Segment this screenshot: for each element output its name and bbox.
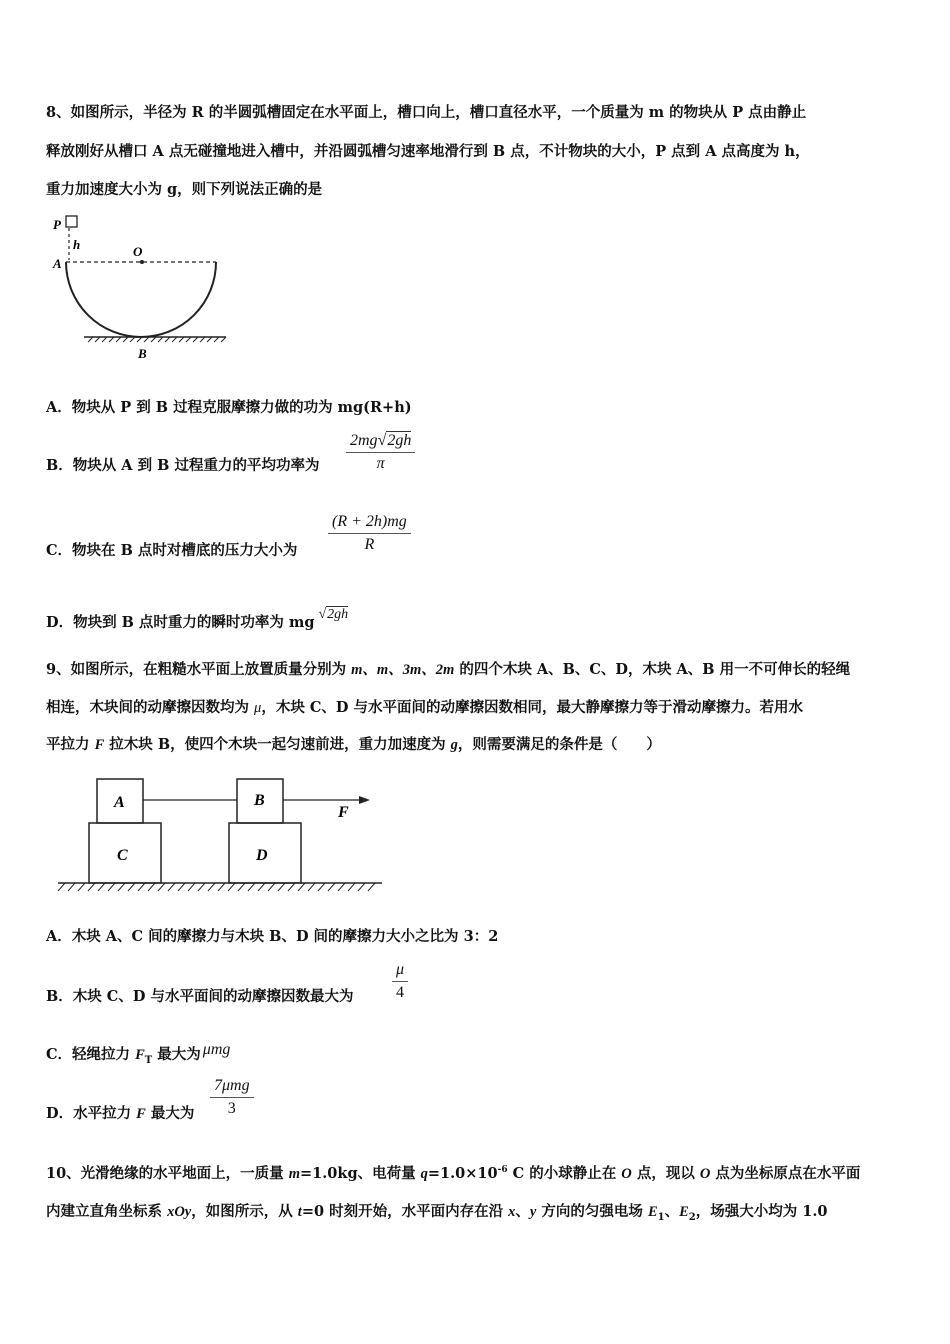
q9-line2-a: 相连，木块间的动摩擦因数均为 — [46, 699, 255, 716]
q8-line3: 重力加速度大小为 g，则下列说法正确的是 — [46, 181, 323, 198]
q10-line1-o: O — [621, 1166, 632, 1182]
q8-option-c-num: (R + 2h)mg — [328, 513, 411, 534]
q10-line1-m: m — [288, 1166, 301, 1182]
q9-option-c-sub: T — [144, 1054, 153, 1066]
q10-line1-c: =1.0×10 — [427, 1165, 498, 1182]
q10-line2-c: =0 时刻开始，水平面内存在沿 — [301, 1203, 509, 1220]
q9-option-c-expr: μmg — [202, 1041, 231, 1058]
q10-line2-a: 内建立直角坐标系 — [46, 1203, 168, 1220]
label-o: O — [133, 244, 143, 259]
q9-option-b-num: μ — [392, 961, 408, 982]
q8-option-a: A．物块从 P 到 B 过程克服摩擦力做的功为 mg(R+h) — [46, 399, 412, 416]
q8-option-b-num-root: 2gh — [387, 432, 412, 449]
q10-line1-f: 点为坐标原点在水平面 — [710, 1165, 861, 1182]
q10-line2 — [46, 1200, 912, 1223]
q9-line3-c: ，则需要满足的条件是（ ） — [457, 736, 661, 753]
q10-line2-s1: 1 — [657, 1211, 665, 1223]
q9-option-c — [46, 1043, 230, 1066]
q9-line1-masses: m、m、3m、2m — [351, 662, 455, 678]
q8-option-b: B．物块从 A 到 B 过程重力的平均功率为 — [46, 457, 320, 474]
q10-line2-g: ，场强大小均为 1.0 — [695, 1203, 828, 1220]
q9-option-d — [46, 1102, 194, 1123]
q8-line1: 8、如图所示，半径为 R 的半圆弧槽固定在水平面上，槽口向上，槽口直径水平，一个质量为 m 的物块从 P 点由静止 — [46, 104, 807, 121]
q10-line2-y: y — [529, 1204, 537, 1220]
q9-line2-mu: μ — [254, 700, 262, 716]
q9-option-c-f: F — [135, 1047, 145, 1063]
q8-figure — [46, 212, 236, 364]
q9-line3-b: 拉木块 B，使四个木块一起匀速前进，重力加速度为 — [104, 736, 451, 753]
q10-line1-b: =1.0kg、电荷量 — [300, 1165, 421, 1182]
q9-option-b: B．木块 C、D 与水平面间的动摩擦因数最大为 — [46, 988, 354, 1005]
q10-line1-e: 点，现以 — [631, 1165, 700, 1182]
label-block-b: B — [254, 792, 265, 809]
q10-line2-x: x — [508, 1204, 516, 1220]
q10-line1-o2: O — [699, 1166, 711, 1182]
q9-option-b-den: 4 — [396, 984, 405, 1001]
q9-line1-a: 9、如图所示，在粗糙水平面上放置质量分别为 — [46, 661, 352, 678]
q9-line1 — [46, 658, 912, 679]
q9-line3-f: F — [94, 737, 105, 753]
q10-line2-xoy: xOy — [167, 1204, 192, 1220]
q9-option-c-b: 最大为 — [152, 1046, 201, 1063]
q10-line2-e2: E — [679, 1204, 689, 1220]
q10-line1 — [46, 1162, 912, 1183]
q10-line2-t: t — [297, 1204, 302, 1220]
q9-line1-b: 的四个木块 A、B、C、D，木块 A、B 用一不可伸长的轻绳 — [454, 661, 851, 678]
q10-line1-a: 10、光滑绝缘的水平地面上，一质量 — [46, 1165, 289, 1182]
q9-option-d-num: 7μmg — [210, 1077, 254, 1098]
q9-figure — [46, 765, 391, 895]
label-a: A — [53, 256, 62, 271]
q10-line2-f: 、 — [664, 1203, 680, 1220]
label-p: P — [53, 217, 61, 232]
q9-option-d-f: F — [136, 1106, 146, 1122]
label-block-c: C — [117, 847, 128, 864]
q9-line2 — [46, 696, 912, 717]
q8-option-b-fraction: $\frac{2mg√2gh}{\pi}$ — [346, 432, 415, 473]
q10-line1-d: C 的小球静止在 — [507, 1165, 622, 1182]
q9-option-d-b: 最大为 — [145, 1105, 195, 1122]
q9-option-a: A．木块 A、C 间的摩擦力与木块 B、D 间的摩擦力大小之比为 3：2 — [46, 928, 499, 945]
q10-line2-b: ，如图所示，从 — [191, 1203, 298, 1220]
q10-line2-d: 、 — [515, 1203, 530, 1220]
q9-line2-b: ，木块 C、D 与水平面间的动摩擦因数相同，最大静摩擦力等于滑动摩擦力。若用水 — [261, 699, 804, 716]
q8-option-d-text: D．物块到 B 点时重力的瞬时功率为 mg — [46, 614, 315, 631]
q8-option-c: C．物块在 B 点时对槽底的压力大小为 — [46, 542, 298, 559]
q10-line2-e: 方向的匀强电场 — [536, 1203, 648, 1220]
label-b: B — [138, 346, 147, 361]
q8-option-d-root: 2gh — [327, 607, 349, 622]
q10-line1-exp: -6 — [497, 1165, 508, 1176]
q9-option-b-fraction — [392, 961, 408, 1002]
q9-line3-a: 平拉力 — [46, 736, 95, 753]
q9-option-d-den: 3 — [227, 1100, 236, 1117]
q8-option-b-den: π — [376, 455, 385, 472]
q8-option-b-num-prefix: 2mg — [350, 432, 378, 449]
q8-option-c-fraction — [328, 513, 411, 554]
block-p-shape — [66, 216, 77, 227]
q10-line2-s2: 2 — [688, 1211, 696, 1223]
q9-line3-g: g — [450, 737, 458, 753]
label-h: h — [73, 237, 81, 252]
q10-line1-q: q — [420, 1166, 428, 1182]
q8-line2: 释放刚好从槽口 A 点无碰撞地进入槽中，并沿圆弧槽匀速率地滑行到 B 点，不计物块的大小，P 点到 A 点高度为 h， — [46, 143, 810, 160]
q10-line2-e1: E — [647, 1204, 658, 1220]
label-force-f: F — [338, 804, 349, 821]
q8-option-d: D．物块到 B 点时重力的瞬时功率为 mg √2gh — [46, 607, 349, 631]
q9-line3 — [46, 733, 912, 754]
q9-option-d-fraction — [210, 1077, 254, 1118]
q9-option-c-a: C．轻绳拉力 — [46, 1046, 136, 1063]
q8-option-c-den: R — [364, 536, 375, 553]
label-block-a: A — [114, 794, 125, 811]
q9-option-d-a: D．水平拉力 — [46, 1105, 137, 1122]
label-block-d: D — [256, 847, 268, 864]
